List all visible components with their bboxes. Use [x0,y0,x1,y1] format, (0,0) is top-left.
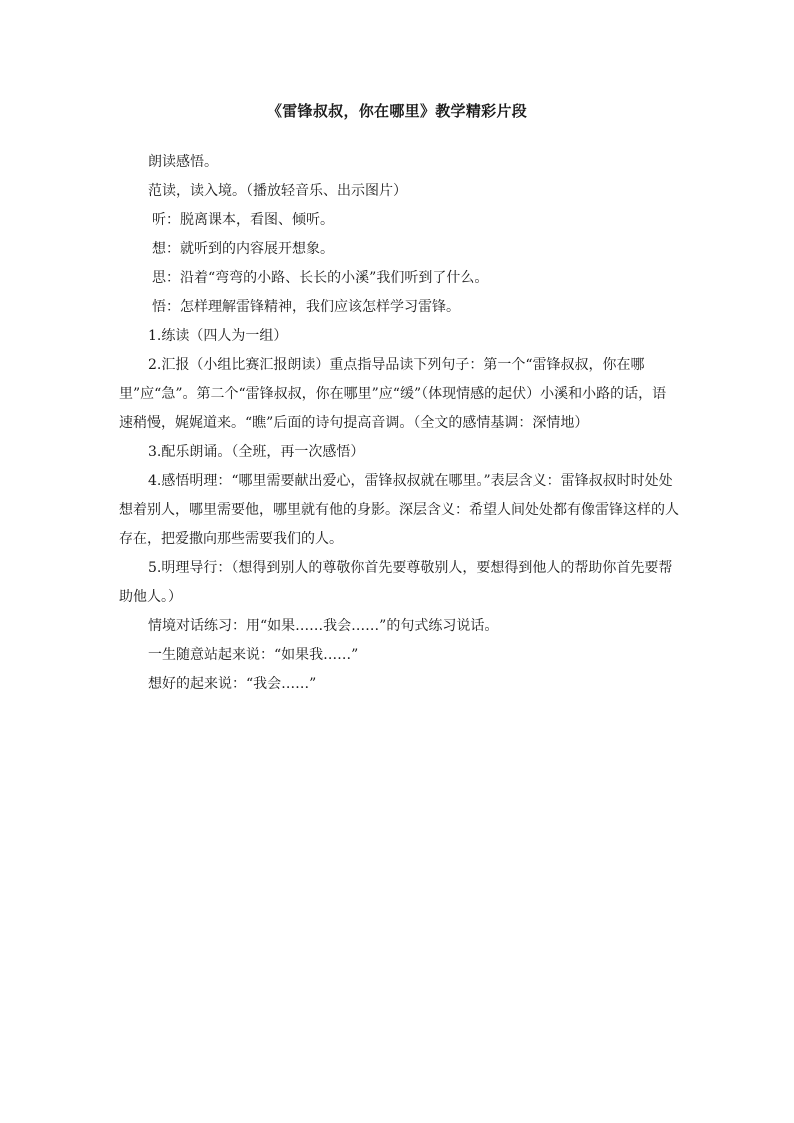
paragraph: 情境对话练习：用“如果……我会……”的句式练习说话。 [148,618,499,634]
paragraph: 朗读感悟。 [148,154,218,170]
paragraph: 一生随意站起来说：“如果我……” [148,647,359,663]
paragraph: 悟：怎样理解雷锋精神，我们应该怎样学习雷锋。 [152,299,460,315]
paragraph: 1.练读（四人为一组） [148,328,288,344]
paragraph: 2.汇报（小组比赛汇报朗读）重点指导品读下列句子：第一个“雷锋叔叔，你在哪里”应“急”。第二个“雷锋叔叔，你在哪里”应“缓”（体现情感的起伏）小溪和小路的话，语速稍慢，娓娓道来。“瞧”后面的诗句提高音调。（全文的感情基调：深情地） [119,357,667,431]
paragraph: 听：脱离课本，看图、倾听。 [152,212,334,228]
paragraph: 想：就听到的内容展开想象。 [152,241,334,257]
paragraph: 4.感悟明理：“哪里需要献出爱心，雷锋叔叔就在哪里。”表层含义：雷锋叔叔时时处处想着别人，哪里需要他，哪里就有他的身影。深层含义：希望人间处处都有像雷锋这样的人存在，把爱撒向那些需要我们的人。 [119,473,679,547]
paragraph: 3.配乐朗诵。（全班，再一次感悟） [148,444,365,460]
paragraph: 范读，读入境。（播放轻音乐、出示图片） [148,183,407,199]
paragraph: 想好的起来说：“我会……” [148,676,317,692]
paragraph: 5.明理导行：（想得到别人的尊敬你首先要尊敬别人，要想得到他人的帮助你首先要帮助他人。） [119,560,673,605]
document-title: 《雷锋叔叔，你在哪里》教学精彩片段 [266,102,528,120]
document-body [119,148,679,699]
paragraph: 思：沿着“弯弯的小路、长长的小溪”我们听到了什么。 [152,270,489,286]
